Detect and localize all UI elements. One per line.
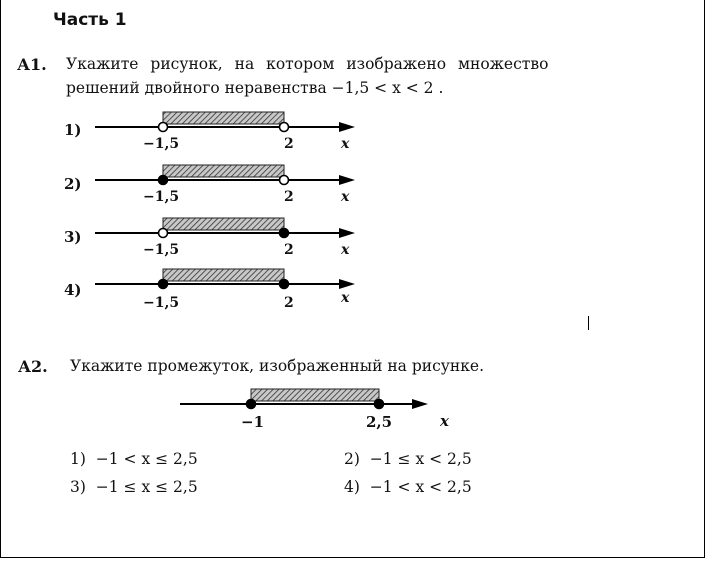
a1-option-3-arrow-head [339, 228, 355, 238]
a1-option-4-arrow-head [339, 279, 355, 289]
a2-number-line [180, 389, 428, 409]
a2-right-value: 2,5 [366, 413, 393, 431]
a2-shaded-interval [251, 389, 379, 401]
a1-option-4-number-line [95, 269, 355, 289]
part-title: Часть 1 [53, 10, 127, 30]
a1-option-1-left-value: −1,5 [143, 136, 180, 152]
a1-option-4-left-value: −1,5 [143, 295, 180, 311]
question-a1-text-line2: решений двойного неравенства −1,5 < x < 2 . [66, 79, 444, 97]
a2-answer-1-text: −1 < x ≤ 2,5 [95, 450, 198, 468]
a1-option-1-shaded-interval [163, 112, 284, 124]
a1-option-4-right-value: 2 [284, 295, 294, 311]
a1-option-3-number-line [95, 218, 355, 238]
a1-option-4-variable: x [341, 290, 350, 306]
a1-option-2-left-value: −1,5 [143, 189, 180, 205]
a1-option-3-shaded-interval [163, 218, 284, 230]
a2-answer-4-label: 4) [344, 478, 360, 496]
a2-variable: x [440, 412, 449, 430]
a2-left-value: −1 [241, 413, 265, 431]
a2-answer-1-label: 1) [70, 450, 86, 468]
a1-option-3-label: 3) [64, 228, 82, 246]
a1-option-4-right-closed-point [280, 280, 289, 289]
a1-option-1-left-open-point [159, 123, 168, 132]
a1-option-2-right-open-point [280, 176, 289, 185]
question-a2-number: А2. [18, 357, 48, 376]
a2-answer-2-label: 2) [344, 450, 360, 468]
a1-option-2-variable: x [341, 189, 350, 205]
a2-arrow-head [412, 399, 428, 409]
a1-option-3-right-value: 2 [284, 242, 294, 258]
a1-option-2-left-closed-point [159, 176, 168, 185]
a1-option-4-label: 4) [64, 281, 82, 299]
a1-option-1-variable: x [341, 136, 350, 152]
a1-option-2-number-line [95, 165, 355, 185]
a1-option-3-left-value: −1,5 [143, 242, 180, 258]
a1-option-4-left-closed-point [159, 280, 168, 289]
a2-right-closed-point [375, 400, 384, 409]
a1-option-2-label: 2) [64, 175, 82, 193]
a2-answer-3-text: −1 ≤ x ≤ 2,5 [95, 478, 198, 496]
a1-option-3-left-open-point [159, 229, 168, 238]
a1-option-1-right-open-point [280, 123, 289, 132]
question-a1-text-line1: Укажите рисунок, на котором изображено множество [66, 55, 549, 73]
a2-answer-3-label: 3) [70, 478, 86, 496]
a2-left-closed-point [247, 400, 256, 409]
a2-answer-4-text: −1 < x < 2,5 [369, 478, 472, 496]
a2-answer-2-text: −1 ≤ x < 2,5 [369, 450, 472, 468]
a1-option-2-right-value: 2 [284, 189, 294, 205]
a1-option-2-shaded-interval [163, 165, 284, 177]
a1-option-4-shaded-interval [163, 269, 284, 281]
a1-option-1-right-value: 2 [284, 136, 294, 152]
question-a1-number: А1. [17, 55, 47, 74]
a1-option-3-right-closed-point [280, 229, 289, 238]
question-a2-text: Укажите промежуток, изображенный на рисунке. [70, 357, 485, 375]
a1-option-3-variable: x [341, 242, 350, 258]
a1-option-1-label: 1) [64, 121, 82, 139]
a1-option-2-arrow-head [339, 175, 355, 185]
a1-option-1-number-line [95, 112, 355, 132]
a1-option-1-arrow-head [339, 122, 355, 132]
